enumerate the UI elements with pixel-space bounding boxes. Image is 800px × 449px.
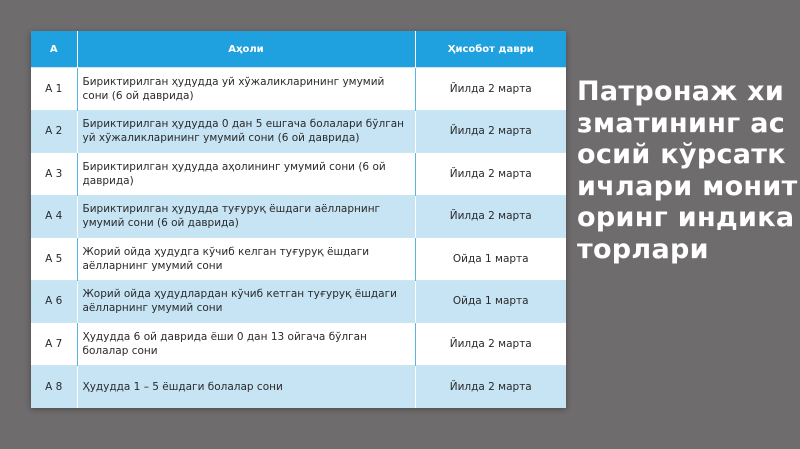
table-row [31,68,566,111]
indicators-table [31,31,566,408]
row-code: А 5 [31,238,77,281]
table-row [31,365,566,408]
table-row [31,323,566,366]
row-frequency: Йилда 2 марта [415,153,566,196]
table-row [31,110,566,153]
table-row [31,280,566,323]
row-description: Бириктирилган ҳудудда уй хўжаликларининг умумий сони (6 ой даврида) [77,68,415,111]
row-code: А 4 [31,195,77,238]
row-frequency: Йилда 2 марта [415,365,566,408]
table-row [31,238,566,281]
slide-title: Патронаж хизматининг асосий кўрсаткичлари мониторинг индикаторлари [577,76,798,265]
row-description: Ҳудудда 1 – 5 ёшдаги болалар сони [77,365,415,408]
table-header-row [31,31,566,68]
row-description: Жорий ойда ҳудудлардан кўчиб кетган туғуруқ ёшдаги аёлларнинг умумий сони [77,280,415,323]
row-code: А 2 [31,110,77,153]
row-description: Ҳудудда 6 ой даврида ёши 0 дан 13 ойгача бўлган болалар сони [77,323,415,366]
row-frequency: Ойда 1 марта [415,280,566,323]
row-code: А 7 [31,323,77,366]
row-code: А 3 [31,153,77,196]
row-frequency: Ойда 1 марта [415,238,566,281]
row-code: А 1 [31,68,77,111]
header-population: Аҳоли [77,31,415,68]
header-report-period: Ҳисобот даври [415,31,566,68]
table-row [31,195,566,238]
row-code: А 8 [31,365,77,408]
row-frequency: Йилда 2 марта [415,68,566,111]
row-description: Бириктирилган ҳудудда аҳолининг умумий сони (6 ой даврида) [77,153,415,196]
row-description: Бириктирилган ҳудудда туғуруқ ёшдаги аёлларнинг умумий сони (6 ой даврида) [77,195,415,238]
header-code: А [31,31,77,68]
row-frequency: Йилда 2 марта [415,323,566,366]
row-description: Бириктирилган ҳудудда 0 дан 5 ешгача болалари бўлган уй хўжаликларининг умумий сони (6 ой даврида) [77,110,415,153]
row-description: Жорий ойда ҳудудга кўчиб келган туғуруқ ёшдаги аёлларнинг умумий сони [77,238,415,281]
indicators-table-container [31,31,566,407]
row-code: А 6 [31,280,77,323]
row-frequency: Йилда 2 марта [415,195,566,238]
table-row [31,153,566,196]
row-frequency: Йилда 2 марта [415,110,566,153]
